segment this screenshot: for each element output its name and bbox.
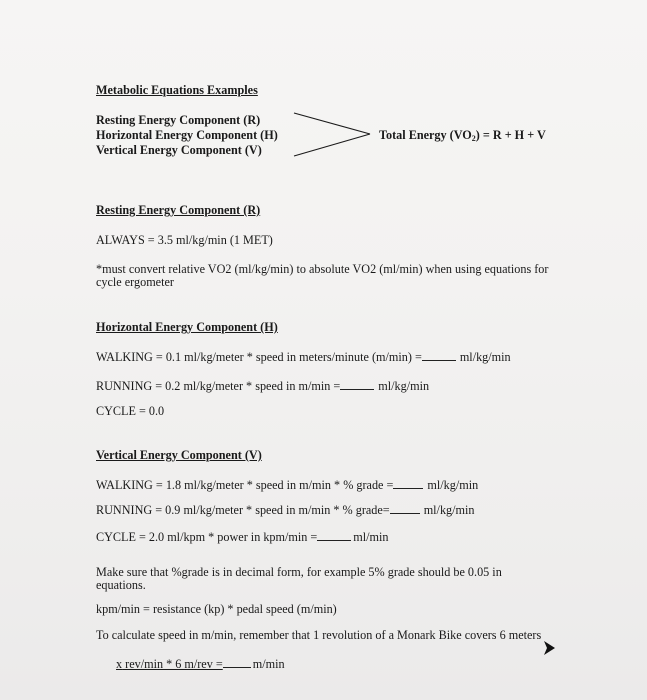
vertical-walking-blank[interactable] xyxy=(393,478,423,489)
horizontal-walking xyxy=(96,350,511,364)
rev-formula-unit: m/min xyxy=(252,657,285,671)
horizontal-walking-unit: ml/kg/min xyxy=(459,350,511,364)
rev-formula-blank[interactable] xyxy=(223,657,251,668)
mouse-pointer-icon xyxy=(542,640,556,656)
resting-note xyxy=(96,263,576,289)
vertical-running xyxy=(96,503,474,517)
grade-note-line2: equations. xyxy=(96,578,146,592)
horizontal-running xyxy=(96,379,429,393)
speed-note: To calculate speed in m/min, remember that 1 revolution of a Monark Bike covers 6 meters xyxy=(96,628,542,642)
component-horizontal: Horizontal Energy Component (H) xyxy=(96,128,278,142)
rev-formula-text: rev/min * 6 m/rev = xyxy=(122,657,223,671)
kpm-formula: kpm/min = resistance (kp) * pedal speed (m/min) xyxy=(96,602,337,616)
vertical-running-text: RUNNING = 0.9 ml/kg/meter * speed in m/min * % grade= xyxy=(96,503,390,517)
horizontal-walking-text: WALKING = 0.1 ml/kg/meter * speed in meters/minute (m/min) = xyxy=(96,350,422,364)
component-vertical: Vertical Energy Component (V) xyxy=(96,143,262,157)
resting-note-line2: cycle ergometer xyxy=(96,275,174,289)
vertical-cycle-blank[interactable] xyxy=(317,530,351,541)
horizontal-cycle: CYCLE = 0.0 xyxy=(96,404,165,418)
total-energy-equation xyxy=(379,128,546,146)
total-energy-subscript: 2 xyxy=(471,134,476,143)
horizontal-running-text: RUNNING = 0.2 ml/kg/meter * speed in m/min = xyxy=(96,379,341,393)
vertical-running-unit: ml/kg/min xyxy=(423,503,475,517)
grade-note xyxy=(96,566,576,592)
horizontal-running-unit: ml/kg/min xyxy=(378,379,430,393)
resting-heading: Resting Energy Component (R) xyxy=(96,203,261,217)
document-title: Metabolic Equations Examples xyxy=(96,83,258,97)
horizontal-running-blank[interactable] xyxy=(340,379,374,390)
vertical-cycle-text: CYCLE = 2.0 ml/kpm * power in kpm/min = xyxy=(96,530,318,544)
grade-note-line1: Make sure that %grade is in decimal form, for example 5% grade should be 0.05 in xyxy=(96,565,502,579)
vertical-cycle xyxy=(96,530,389,544)
resting-always: ALWAYS = 3.5 ml/kg/min (1 MET) xyxy=(96,233,273,247)
total-energy-label: Total Energy (VO xyxy=(379,128,472,142)
horizontal-walking-blank[interactable] xyxy=(422,350,456,361)
component-resting: Resting Energy Component (R) xyxy=(96,113,261,127)
vertical-walking xyxy=(96,478,478,492)
vertical-cycle-unit: ml/min xyxy=(353,530,389,544)
vertical-walking-text: WALKING = 1.8 ml/kg/meter * speed in m/min * % grade = xyxy=(96,478,394,492)
rev-formula xyxy=(116,657,285,671)
total-energy-tail: ) = R + H + V xyxy=(475,128,546,142)
horizontal-heading: Horizontal Energy Component (H) xyxy=(96,320,278,334)
resting-note-line1: *must convert relative VO2 (ml/kg/min) to absolute VO2 (ml/min) when using equations for xyxy=(96,262,549,276)
vertical-walking-unit: ml/kg/min xyxy=(427,478,479,492)
vertical-running-blank[interactable] xyxy=(390,503,420,514)
vertical-heading: Vertical Energy Component (V) xyxy=(96,448,262,462)
converge-arrow-icon xyxy=(294,110,374,160)
rev-formula-x: x xyxy=(116,657,123,671)
